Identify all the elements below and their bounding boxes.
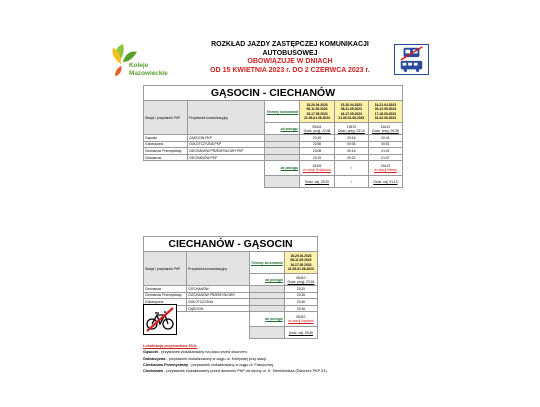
table1-train-out-3: 15413 do stacji Mława [368, 161, 402, 176]
table1-header-station: Stacja / przystanek PKP [144, 101, 188, 135]
table-row [144, 286, 318, 293]
header-line1: ROZKŁAD JAZDY ZASTĘPCZEJ KOMUNIKACJI [211, 41, 369, 48]
table1-godz-1: Godz. odj. 23:20 [300, 176, 335, 188]
departure-time: 22:49 [300, 135, 335, 142]
note-item: Ciechanów Przemysłowy - przystanek zlokalizowany w ciągu ul. Fabrycznej. [143, 362, 275, 367]
logo-text [129, 62, 168, 77]
departure-time: 23:15 [300, 154, 335, 161]
note-item: Gąsocin - przystanek zlokalizowany na placu przed dworcem. [143, 350, 248, 355]
table1-col3-dates: 16-21.04.2023 09-12.05.2023 17-18.05.2023 01-02.06.2023 [368, 101, 402, 123]
table2-label-do: do pociągu [249, 312, 284, 327]
table1-title: GĄSOCIN - CIECHANÓW [144, 86, 403, 101]
stop-name: GĄSOCIN PKP [188, 135, 265, 142]
station-name: Gołotczyzna [144, 299, 187, 306]
station-name: Ciechanów [144, 286, 187, 293]
train-bus-replacement-icon [394, 44, 429, 75]
table1-train-in-2: 19519 Godz. przyj. 23:10 [334, 123, 368, 135]
note-item: Gołotczyzna - przystanek zlokalizowany w ciągu ul. Kolejowej przy stacji. [143, 356, 267, 361]
station-name: Ciechanów Przemysłowy [144, 148, 188, 155]
station-name: Gołotczyzna [144, 141, 188, 148]
header-line2: AUTOBUSOWEJ [262, 49, 318, 57]
table1-label-terminy: Terminy kursowania [265, 101, 300, 123]
station-name: Ciechanów Przemysłowy [144, 292, 187, 299]
table1-col2-dates: 15-20.04.2023 08-11.05.2023 16-17.05.2023 21.05-01.06.2023 [334, 101, 368, 123]
departure-time: 23:16 [334, 135, 368, 142]
departure-time: 00:06 [334, 141, 368, 148]
table2-godz: Godz. odj. 23:50 [284, 327, 317, 339]
table2-title: CIECHANÓW - GĄSOCIN [144, 237, 318, 252]
table-row [144, 141, 403, 148]
table2-label-terminy: Terminy kursowania [249, 252, 284, 274]
header-line4: OD 15 KWIETNIA 2023 r. DO 2 CZERWCA 2023 r. [210, 66, 370, 74]
departure-time: 23:08 [300, 148, 335, 155]
table1-header-stop: Przystanek komunikacyjny [188, 101, 265, 135]
departure-time: 23:45 [284, 305, 317, 312]
table1-train-in-3: 15413 Godz. przyj. 00:35 [368, 123, 402, 135]
station-name: Gąsocin [144, 135, 188, 142]
stop-name: GOŁOTCZYZNA PKP [188, 141, 265, 148]
stop-name: GĄSOCIN [187, 305, 250, 312]
departure-time: 23:36 [284, 299, 317, 306]
departure-time: 00:51 [368, 141, 402, 148]
table-row [144, 292, 318, 299]
departure-time: 00:22 [334, 154, 368, 161]
departure-time: 23:26 [284, 292, 317, 299]
table2-col1-dates: 15-20.04.2023 08-11.05.2023 16-17.05.2023 21.05-01.06.2023 [284, 252, 317, 274]
table2-header-stop: Przystanek komunikacyjny [187, 252, 250, 286]
table1-label-do: do pociągu [265, 161, 300, 176]
table1-godz-3: Godz. odj. 01:13 [368, 176, 402, 188]
stop-name: GOŁOTCZYZNA [187, 299, 250, 306]
table1-label-odjazdy: od pociągu [265, 123, 300, 135]
table-row [144, 154, 403, 161]
stop-name: CIECHANÓW PRZEMYSŁOWY PKP [188, 148, 265, 155]
table2-label-odjazdy: od pociągu [249, 274, 284, 286]
departure-time: 00:16 [334, 148, 368, 155]
table2-train-in: 05410 Godz. przyj. 23:16 [284, 274, 317, 286]
logo-line2: Mazowieckie [129, 69, 168, 77]
table1-train-out-1: 19431 do stacji Działdowo [300, 161, 335, 176]
table1-col1-dates: 15-20.04.2023 08-11.05.2023 15-17.05.2023 21.05-01.06.2023 [300, 101, 335, 123]
stop-name: CIECHANÓW PKP [188, 154, 265, 161]
table1-godz-2: / [334, 176, 368, 188]
table2-train-out: 05410 do stacji Nasielsk [284, 312, 317, 327]
departure-time: 00:41 [368, 135, 402, 142]
table1-train-out-2: / [334, 161, 368, 176]
timetable-gasocin-ciechanow [143, 85, 403, 188]
header-line3: OBOWIĄZUJE W DNIACH [247, 58, 333, 66]
table1-train-in-1: 05431 Godz. przyj. 22:46 [300, 123, 335, 135]
table-row [144, 148, 403, 155]
stop-name: CIECHANÓW PRZEMYSŁOWY [187, 292, 250, 299]
notes-title: Lokalizacja przystanków ZKA: [143, 344, 198, 348]
logo-line1: Koleje [129, 62, 149, 69]
stop-name: CIECHANÓW [187, 286, 250, 293]
departure-time: 01:01 [368, 148, 402, 155]
departure-time: 23:20 [284, 286, 317, 293]
table-row [144, 135, 403, 142]
no-bicycles-icon [143, 304, 177, 335]
page-header [190, 41, 390, 75]
note-item: Ciechanów - przystanek zlokalizowany przed dworcem PKP od strony ul. H. Sienkiewicza (Dworzec PKP 01). [143, 369, 328, 374]
table2-header-station: Stacja / przystanek PKP [144, 252, 187, 286]
station-name: Ciechanów [144, 154, 188, 161]
departure-time: 22:56 [300, 141, 335, 148]
stop-locations-notes [143, 343, 403, 374]
departure-time: 01:07 [368, 154, 402, 161]
